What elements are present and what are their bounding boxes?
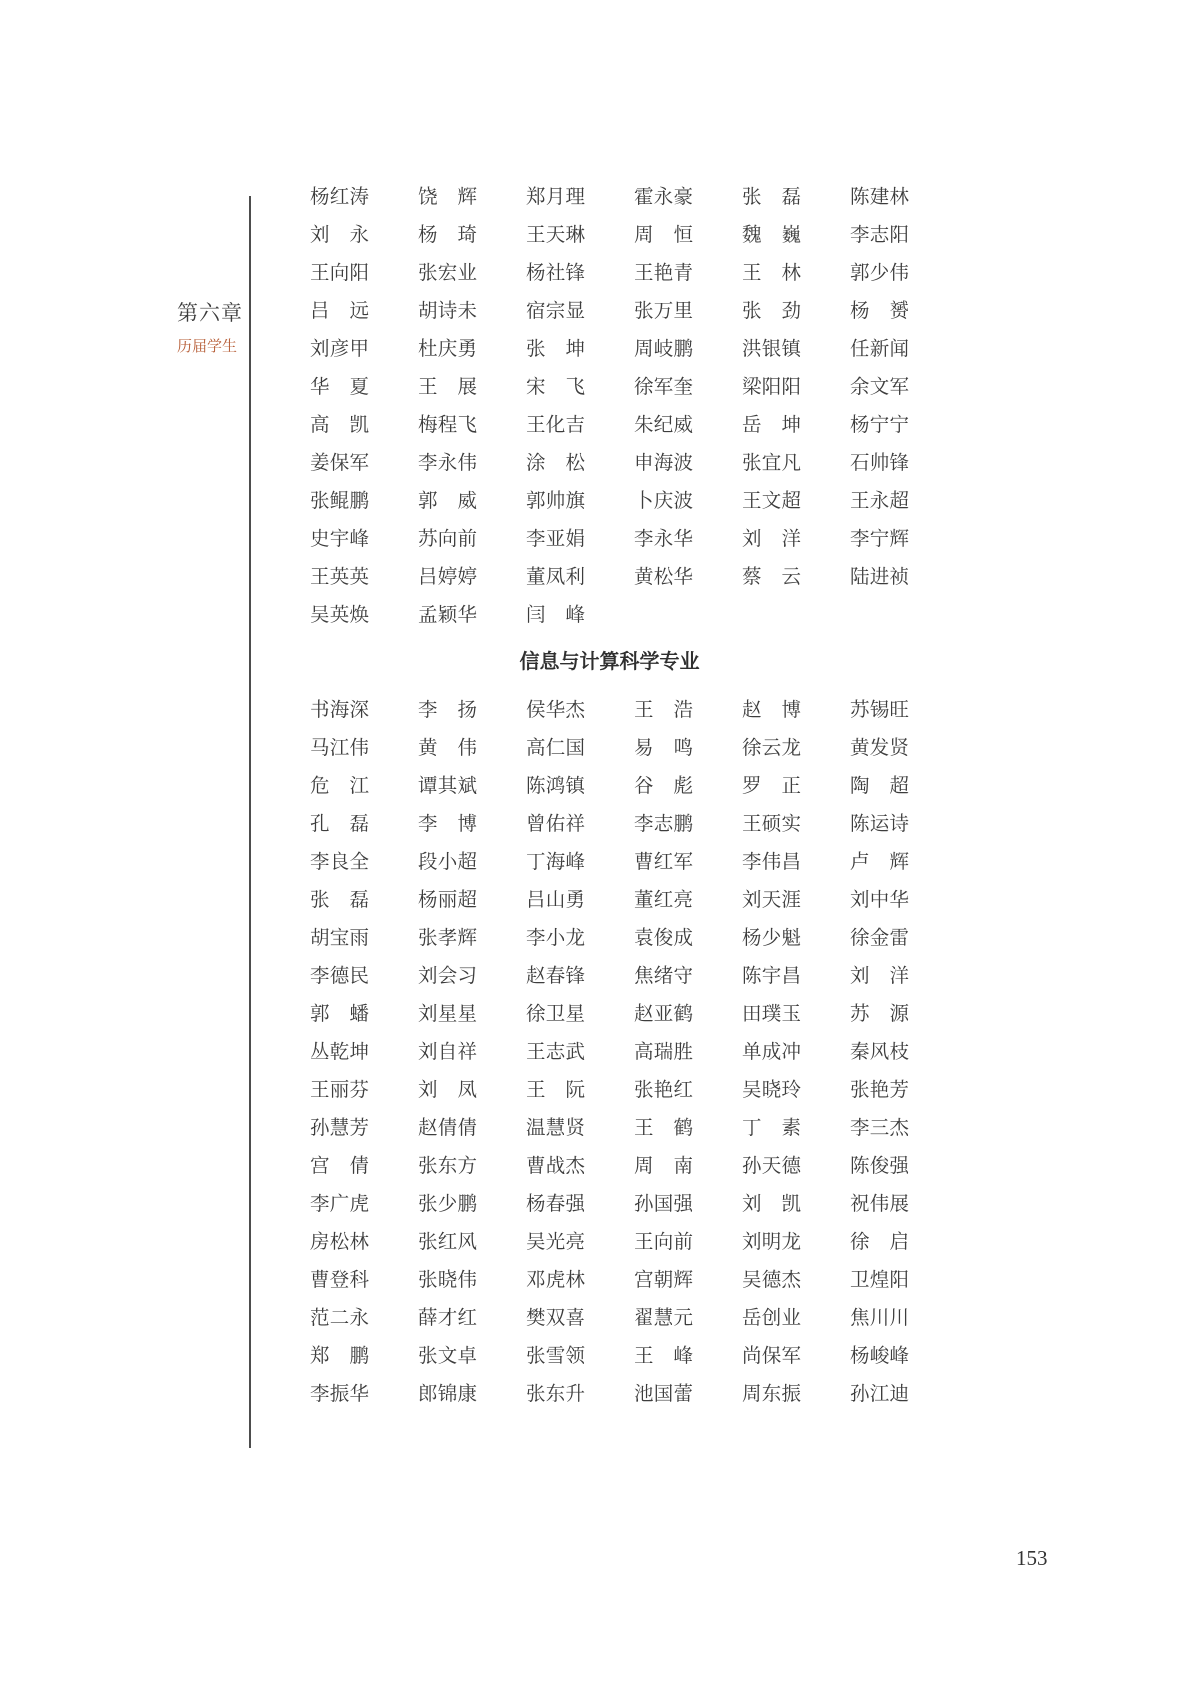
student-name: 李德民 [310,966,369,987]
student-name: 李永伟 [418,453,477,474]
chapter-sidebar [177,300,247,356]
student-name: 王文超 [742,491,801,512]
student-name: 孔磊 [310,814,369,835]
student-name: 李伟昌 [742,852,801,873]
section-title: 信息与计算科学专业 [519,651,700,673]
student-name: 周恒 [634,225,693,246]
student-name: 余文军 [850,377,909,398]
student-name: 杨琦 [418,225,477,246]
student-name: 郎锦康 [418,1384,477,1405]
student-name: 吴德杰 [742,1270,801,1291]
student-name: 张东方 [418,1156,477,1177]
student-name: 徐卫星 [526,1004,585,1025]
student-name: 郭蟠 [310,1004,369,1025]
student-name: 杨少魁 [742,928,801,949]
student-name: 曹登科 [310,1270,369,1291]
student-name: 张宏业 [418,263,477,284]
student-name: 王天琳 [526,225,585,246]
student-name: 李小龙 [526,928,585,949]
student-name: 杨春强 [526,1194,585,1215]
chapter-title: 第六章 [177,301,243,325]
student-name: 霍永豪 [634,187,693,208]
student-name: 尚保军 [742,1346,801,1367]
student-name: 张磊 [742,187,801,208]
student-name: 涂松 [526,453,585,474]
student-name: 洪银镇 [742,339,801,360]
student-name: 张文卓 [418,1346,477,1367]
student-name: 周岐鹏 [634,339,693,360]
student-name: 郑月理 [526,187,585,208]
student-name: 孙天德 [742,1156,801,1177]
student-name: 梁阳阳 [742,377,801,398]
student-name: 李振华 [310,1384,369,1405]
sections-container [310,179,950,1414]
student-name: 田璞玉 [742,1004,801,1025]
student-name: 蔡云 [742,567,801,588]
student-name: 宿宗显 [526,301,585,322]
student-name: 张万里 [634,301,693,322]
student-name: 朱纪威 [634,415,693,436]
student-name: 李志阳 [850,225,909,246]
student-name: 祝伟展 [850,1194,909,1215]
student-name: 陈俊强 [850,1156,909,1177]
student-name: 岳创业 [742,1308,801,1329]
chapter-subtitle: 历届学生 [177,338,238,355]
student-name: 谭其斌 [418,776,477,797]
vertical-divider [249,196,251,1448]
student-name: 翟慧元 [634,1308,693,1329]
student-name: 赵倩倩 [418,1118,477,1139]
student-name: 温慧贤 [526,1118,585,1139]
student-name: 吴英焕 [310,605,369,626]
student-name: 徐云龙 [742,738,801,759]
student-name: 卫煌阳 [850,1270,909,1291]
student-name: 杨宁宁 [850,415,909,436]
student-name: 李良全 [310,852,369,873]
student-name: 王艳青 [634,263,693,284]
student-name: 刘星星 [418,1004,477,1025]
student-name: 宋飞 [526,377,585,398]
student-name: 刘永 [310,225,369,246]
student-name: 孙国强 [634,1194,693,1215]
student-name: 王永超 [850,491,909,512]
student-name: 苏源 [850,1004,909,1025]
student-name: 赵博 [742,700,801,721]
student-name: 刘会习 [418,966,477,987]
student-name: 樊双喜 [526,1308,585,1329]
student-name: 王向阳 [310,263,369,284]
student-name: 危江 [310,776,369,797]
student-name: 侯华杰 [526,700,585,721]
student-name: 高凯 [310,415,369,436]
student-name: 王林 [742,263,801,284]
student-name: 刘洋 [742,529,801,550]
student-name: 杨红涛 [310,187,369,208]
student-name: 刘明龙 [742,1232,801,1253]
student-name: 吴晓玲 [742,1080,801,1101]
student-name: 杜庆勇 [418,339,477,360]
student-name: 王化吉 [526,415,585,436]
names-grid [310,179,950,635]
student-name: 李博 [418,814,477,835]
student-name: 宫朝辉 [634,1270,693,1291]
student-name: 张孝辉 [418,928,477,949]
student-name: 吕山勇 [526,890,585,911]
student-name: 任新闻 [850,339,909,360]
student-name: 杨社锋 [526,263,585,284]
student-name: 丛乾坤 [310,1042,369,1063]
student-name: 杨峻峰 [850,1346,909,1367]
student-name: 池国蕾 [634,1384,693,1405]
student-name: 孟颖华 [418,605,477,626]
student-name: 刘中华 [850,890,909,911]
student-name: 王鹤 [634,1118,693,1139]
student-name: 焦川川 [850,1308,909,1329]
student-name: 卢辉 [850,852,909,873]
student-name: 王英英 [310,567,369,588]
student-name: 刘天涯 [742,890,801,911]
student-name: 董凤利 [526,567,585,588]
student-name: 史宇峰 [310,529,369,550]
student-name: 薛才红 [418,1308,477,1329]
student-name: 魏巍 [742,225,801,246]
student-name: 焦绪守 [634,966,693,987]
student-name: 周南 [634,1156,693,1177]
student-name: 吴光亮 [526,1232,585,1253]
student-name: 袁俊成 [634,928,693,949]
student-name: 董红亮 [634,890,693,911]
student-name: 谷彪 [634,776,693,797]
student-name: 王志武 [526,1042,585,1063]
student-name: 郑鹏 [310,1346,369,1367]
student-name: 易鸣 [634,738,693,759]
student-name: 张雪领 [526,1346,585,1367]
student-name: 黄发贤 [850,738,909,759]
page-number: 153 [1016,1546,1048,1570]
student-name: 高仁国 [526,738,585,759]
student-name: 黄伟 [418,738,477,759]
student-name: 宫倩 [310,1156,369,1177]
student-name-list [310,179,950,1414]
student-name: 刘洋 [850,966,909,987]
student-name: 张磊 [310,890,369,911]
student-name: 陈宇昌 [742,966,801,987]
student-name: 胡宝雨 [310,928,369,949]
student-name: 李扬 [418,700,477,721]
student-name: 高瑞胜 [634,1042,693,1063]
student-name: 徐军奎 [634,377,693,398]
student-name: 张红风 [418,1232,477,1253]
student-name: 岳坤 [742,415,801,436]
student-name: 赵春锋 [526,966,585,987]
student-name: 李三杰 [850,1118,909,1139]
student-name: 陆进祯 [850,567,909,588]
student-name: 段小超 [418,852,477,873]
student-name: 郭威 [418,491,477,512]
student-name: 胡诗未 [418,301,477,322]
student-name: 刘自祥 [418,1042,477,1063]
student-name: 书海深 [310,700,369,721]
student-name: 杨赟 [850,301,909,322]
student-name: 曹战杰 [526,1156,585,1177]
student-name: 刘凯 [742,1194,801,1215]
student-name: 苏锡旺 [850,700,909,721]
student-name: 房松林 [310,1232,369,1253]
student-name: 张艳芳 [850,1080,909,1101]
student-name: 罗正 [742,776,801,797]
student-name: 苏向前 [418,529,477,550]
student-name: 张东升 [526,1384,585,1405]
student-name: 王硕实 [742,814,801,835]
student-name: 丁海峰 [526,852,585,873]
student-name: 单成冲 [742,1042,801,1063]
student-name: 张劲 [742,301,801,322]
student-name: 丁素 [742,1118,801,1139]
student-name: 李宁辉 [850,529,909,550]
student-name: 王浩 [634,700,693,721]
student-name: 闫峰 [526,605,585,626]
student-name: 赵亚鹤 [634,1004,693,1025]
student-name: 张艳红 [634,1080,693,1101]
student-name: 曾佑祥 [526,814,585,835]
student-name: 吕婷婷 [418,567,477,588]
student-name: 申海波 [634,453,693,474]
student-name: 陶超 [850,776,909,797]
student-name: 李志鹏 [634,814,693,835]
student-name: 张宜凡 [742,453,801,474]
student-name: 梅程飞 [418,415,477,436]
student-name: 孙慧芳 [310,1118,369,1139]
student-name: 王阮 [526,1080,585,1101]
student-name: 王丽芬 [310,1080,369,1101]
student-name: 范二永 [310,1308,369,1329]
names-grid [310,692,950,1414]
student-name: 张鲲鹏 [310,491,369,512]
student-name: 王展 [418,377,477,398]
student-name: 徐启 [850,1232,909,1253]
student-name: 石帅锋 [850,453,909,474]
student-name: 李亚娟 [526,529,585,550]
student-name: 陈运诗 [850,814,909,835]
student-name: 黄松华 [634,567,693,588]
student-name: 刘彦甲 [310,339,369,360]
student-name: 华夏 [310,377,369,398]
student-name: 陈鸿镇 [526,776,585,797]
student-name: 徐金雷 [850,928,909,949]
student-name: 郭少伟 [850,263,909,284]
student-name: 杨丽超 [418,890,477,911]
student-name: 陈建林 [850,187,909,208]
student-name: 李永华 [634,529,693,550]
student-name: 马江伟 [310,738,369,759]
student-name: 李广虎 [310,1194,369,1215]
student-name: 饶辉 [418,187,477,208]
student-name: 刘凤 [418,1080,477,1101]
student-name: 卜庆波 [634,491,693,512]
student-name: 张少鹏 [418,1194,477,1215]
student-name: 周东振 [742,1384,801,1405]
student-name: 张坤 [526,339,585,360]
student-name: 王向前 [634,1232,693,1253]
student-name: 吕远 [310,301,369,322]
student-name: 秦风枝 [850,1042,909,1063]
student-name: 孙江迪 [850,1384,909,1405]
student-name: 郭帅旗 [526,491,585,512]
student-name: 曹红军 [634,852,693,873]
student-name: 姜保军 [310,453,369,474]
student-name: 张晓伟 [418,1270,477,1291]
student-name: 王峰 [634,1346,693,1367]
student-name: 邓虎林 [526,1270,585,1291]
